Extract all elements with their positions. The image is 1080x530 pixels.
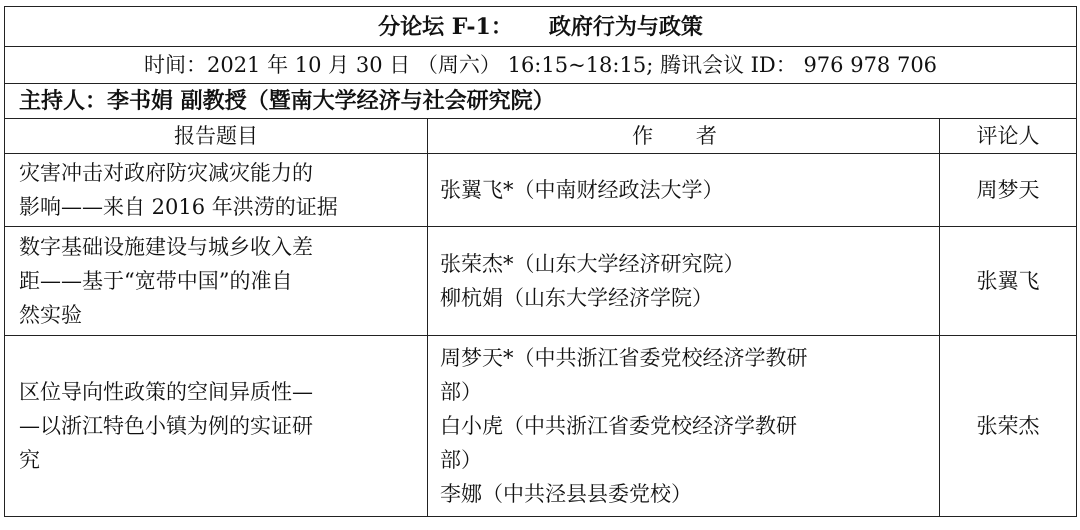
paper-topic [5, 336, 428, 517]
paper-author-line: 部） [440, 448, 482, 472]
time-line: 时间：2021 年 10 月 30 日 （周六） 16:15~18:15; 腾讯会议 ID： 976 978 706 [5, 47, 1077, 84]
column-header-topic: 报告题目 [5, 119, 428, 154]
host-row [5, 84, 1077, 119]
paper-topic-line: 然实验 [19, 303, 82, 327]
forum-schedule-table [4, 6, 1077, 517]
paper-authors [428, 154, 940, 227]
paper-author-line: 张荣杰*（山东大学经济研究院） [440, 252, 745, 276]
paper-authors [428, 227, 940, 336]
column-header-discussant: 评论人 [940, 119, 1077, 154]
paper-topic-line: 区位导向性政策的空间异质性— [19, 380, 313, 404]
paper-discussant: 周梦天 [940, 154, 1077, 227]
paper-topic-line: —以浙江特色小镇为例的实证研 [19, 414, 313, 438]
paper-authors [428, 336, 940, 517]
forum-title-prefix: 分论坛 F-1： [378, 13, 513, 40]
forum-title-row [5, 7, 1077, 47]
table-row [5, 336, 1077, 517]
paper-topic-line: 距——基于“宽带中国”的准自 [19, 269, 293, 293]
paper-author-line: 周梦天*（中共浙江省委党校经济学教研 [440, 346, 808, 370]
paper-author-line: 白小虎（中共浙江省委党校经济学教研 [440, 414, 797, 438]
paper-discussant: 张翼飞 [940, 227, 1077, 336]
paper-topic-line: 数字基础设施建设与城乡收入差 [19, 235, 313, 259]
host-line: 主持人：李书娟 副教授（暨南大学经济与社会研究院） [5, 84, 1077, 119]
table-row [5, 227, 1077, 336]
paper-topic-line: 灾害冲击对政府防灾减灾能力的 [19, 161, 313, 185]
paper-topic [5, 227, 428, 336]
forum-title-topic: 政府行为与政策 [548, 13, 703, 40]
paper-author-line: 李娜（中共泾县县委党校） [440, 482, 692, 506]
paper-discussant: 张荣杰 [940, 336, 1077, 517]
paper-author-line: 部） [440, 380, 482, 404]
table-row [5, 154, 1077, 227]
column-header-row [5, 119, 1077, 154]
column-header-authors: 作 者 [428, 119, 940, 154]
forum-title [5, 7, 1077, 47]
time-row [5, 47, 1077, 84]
paper-topic-line: 影响——来自 2016 年洪涝的证据 [19, 195, 338, 219]
paper-topic [5, 154, 428, 227]
paper-author-line: 柳杭娟（山东大学经济学院） [440, 286, 713, 310]
paper-author-line: 张翼飞*（中南财经政法大学） [440, 178, 724, 202]
paper-topic-line: 究 [19, 448, 40, 472]
